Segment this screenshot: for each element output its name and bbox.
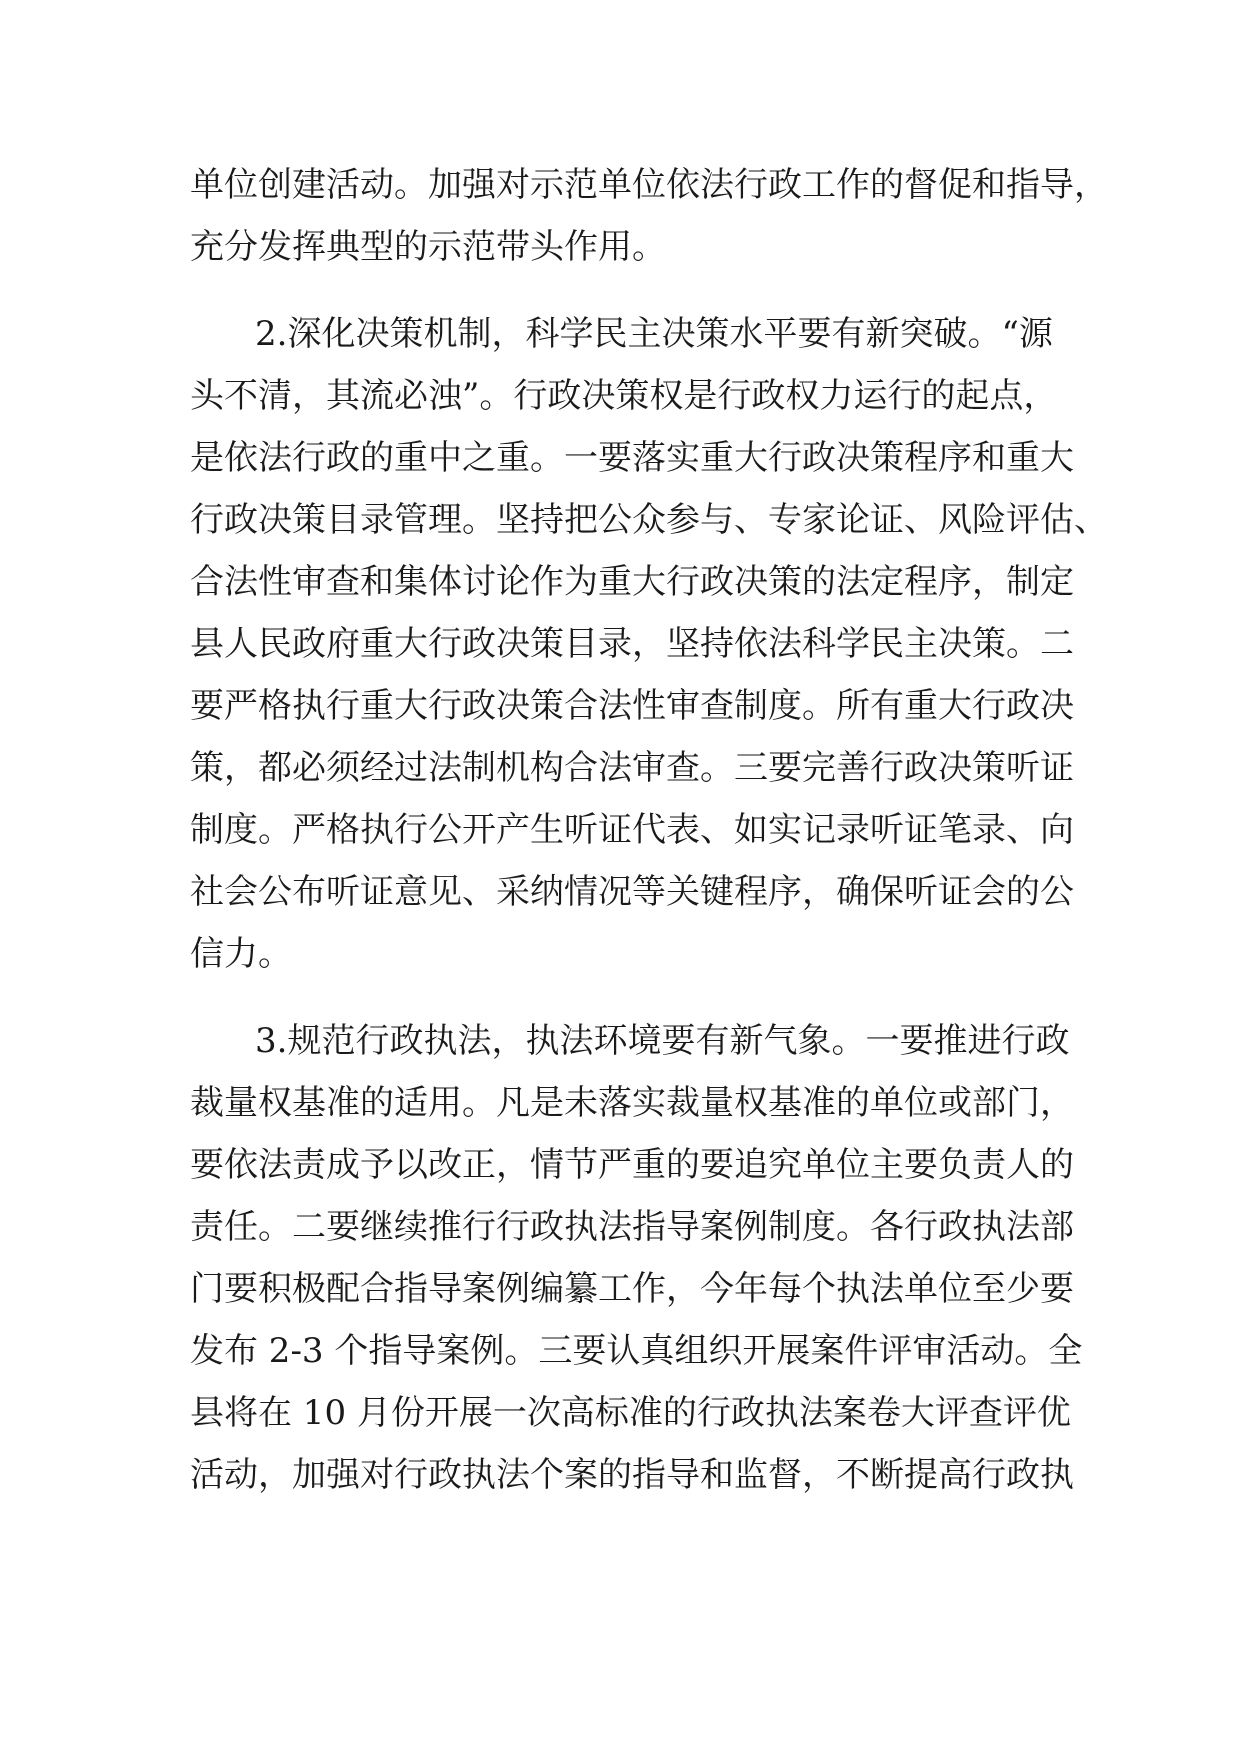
text-line: 信力。 (190, 934, 292, 974)
text-line: 县将在 10 月份开展一次高标准的行政执法案卷大评查评优 (190, 1393, 1071, 1433)
text-line: 2.深化决策机制，科学民主决策水平要有新突破。“源 (255, 314, 1053, 354)
text-line: 行政决策目录管理。坚持把公众参与、专家论证、风险评估、 (190, 500, 1108, 540)
text-line: 门要积极配合指导案例编纂工作，今年每个执法单位至少要 (190, 1269, 1074, 1309)
text-line: 要依法责成予以改正，情节严重的要追究单位主要负责人的 (190, 1145, 1074, 1185)
text-line: 发布 2-3 个指导案例。三要认真组织开展案件评审活动。全 (190, 1331, 1083, 1371)
text-line: 裁量权基准的适用。凡是未落实裁量权基准的单位或部门， (190, 1083, 1074, 1123)
text-line: 充分发挥典型的示范带头作用。 (190, 227, 666, 267)
text-line: 制度。严格执行公开产生听证代表、如实记录听证笔录、向 (190, 810, 1074, 850)
text-line: 头不清，其流必浊”。行政决策权是行政权力运行的起点， (190, 376, 1058, 416)
text-line: 活动，加强对行政执法个案的指导和监督，不断提高行政执 (190, 1455, 1074, 1495)
text-line: 责任。二要继续推行行政执法指导案例制度。各行政执法部 (190, 1207, 1074, 1247)
text-line: 是依法行政的重中之重。一要落实重大行政决策程序和重大 (190, 438, 1074, 478)
text-line: 社会公布听证意见、采纳情况等关键程序，确保听证会的公 (190, 872, 1074, 912)
text-line: 策，都必须经过法制机构合法审查。三要完善行政决策听证 (190, 748, 1074, 788)
text-line: 要严格执行重大行政决策合法性审查制度。所有重大行政决 (190, 686, 1074, 726)
text-line: 单位创建活动。加强对示范单位依法行政工作的督促和指导， (190, 165, 1108, 205)
text-line: 合法性审查和集体讨论作为重大行政决策的法定程序，制定 (190, 562, 1074, 602)
text-line: 县人民政府重大行政决策目录，坚持依法科学民主决策。二 (190, 624, 1074, 664)
text-line: 3.规范行政执法，执法环境要有新气象。一要推进行政 (255, 1021, 1070, 1061)
